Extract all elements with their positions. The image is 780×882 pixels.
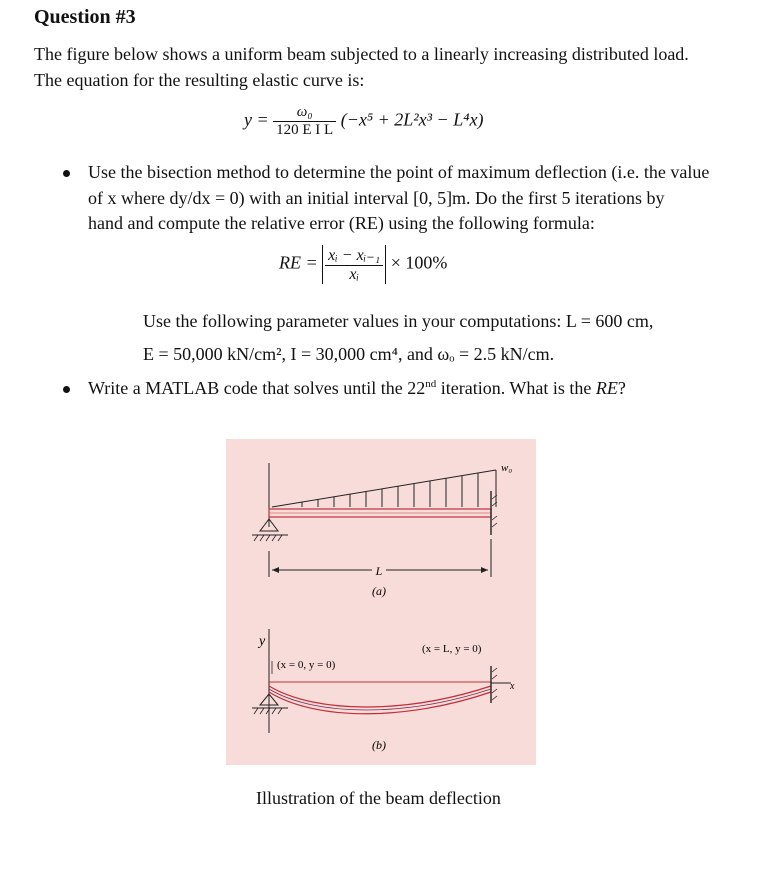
equation-denominator: 120 E I L xyxy=(276,122,334,138)
bullet-dot-1 xyxy=(63,170,70,177)
question-title: Question #3 xyxy=(34,6,136,28)
re-fraction xyxy=(325,245,383,284)
beam-figure xyxy=(226,439,536,765)
bullet1-line-3: hand and compute the relative error (RE) using the following formula: xyxy=(88,213,595,233)
equation-body: (−x⁵ + 2L²x³ − L⁴x) xyxy=(340,109,484,130)
dim-arrow-left xyxy=(272,567,279,573)
params-line-2: E = 50,000 kN/cm², I = 30,000 cm⁴, and ωₒ = 2.5 kN/cm. xyxy=(143,344,555,364)
left-boundary-condition: (x = 0, y = 0) xyxy=(277,659,336,671)
relative-error-formula xyxy=(279,245,447,284)
part-b-label: (b) xyxy=(372,738,386,752)
bullet1-line-1: Use the bisection method to determine the point of maximum deflection (i.e. the value xyxy=(88,162,710,182)
re-abs-bars xyxy=(322,245,386,284)
bullet2-superscript: nd xyxy=(425,378,437,390)
deflected-beam-bottom xyxy=(269,686,491,707)
right-boundary-condition: (x = L, y = 0) xyxy=(422,643,482,655)
bullet2-text xyxy=(88,378,626,399)
x-axis-label: x xyxy=(510,681,515,692)
equation-fraction xyxy=(273,104,336,139)
bullet1-line-2: of x where dy/dx = 0) with an initial interval [0, 5]m. Do the first 5 iterations by xyxy=(88,188,665,208)
bullet-dot-2 xyxy=(63,386,70,393)
bullet2-text-after: iteration. What is the xyxy=(436,378,596,398)
bullet2-emphasis: RE xyxy=(595,378,618,398)
ground-hatch-b xyxy=(254,708,282,714)
ground-hatch-a xyxy=(254,535,282,541)
re-lhs: RE = xyxy=(279,252,318,273)
dim-arrow-right xyxy=(481,567,488,573)
re-numerator: xᵢ − xᵢ₋₁ xyxy=(325,245,383,266)
intro-line-2: The equation for the resulting elastic curve is: xyxy=(34,70,365,90)
bullet2-end: ? xyxy=(617,378,626,398)
figure-caption: Illustration of the beam deflection xyxy=(256,788,501,808)
equation-numerator: ω₀ xyxy=(273,104,336,122)
elastic-curve-equation xyxy=(244,104,483,139)
params-line-1: Use the following parameter values in your computations: L = 600 cm, xyxy=(143,311,654,331)
bullet2-text-before: Write a MATLAB code that solves until the 22 xyxy=(88,378,426,398)
re-denominator: xᵢ xyxy=(349,266,359,283)
re-rhs: × 100% xyxy=(390,252,448,273)
load-diagram xyxy=(252,462,512,598)
y-axis-label: y xyxy=(259,634,266,649)
part-a-label: (a) xyxy=(372,584,386,598)
length-label: L xyxy=(375,564,383,578)
equation-lhs: y = xyxy=(244,109,269,130)
wall-hatch-b xyxy=(492,668,497,700)
deflection-diagram xyxy=(252,629,515,752)
load-label: w₀ xyxy=(501,462,513,474)
intro-line-1: The figure below shows a uniform beam subjected to a linearly increasing distributed load. xyxy=(34,44,689,64)
beam-diagram-svg xyxy=(226,439,536,765)
load-arrows xyxy=(302,473,478,507)
